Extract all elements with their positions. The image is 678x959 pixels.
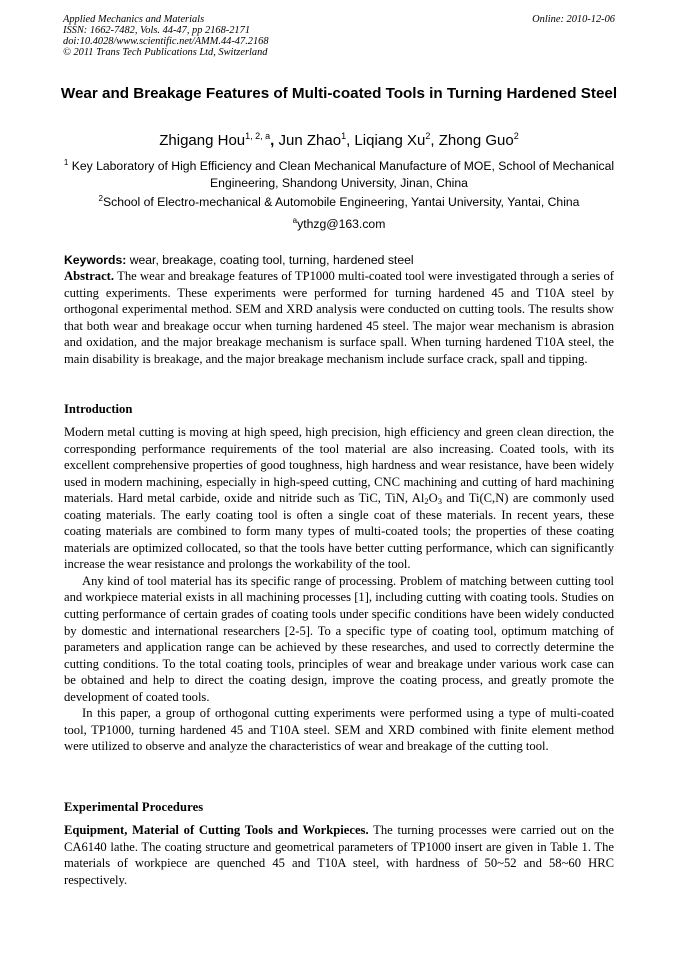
abstract-text: The wear and breakage features of TP1000 multi-coated tool were investigated through a series of cutting experiments. These experiments were performed for turning hardened 45 and T10A steel by orthogonal experimental method. SEM and XRD analysis were conducted on cutting tools. The results show that both wear and breakage occur when turning hardened 45 steel. The major wear mechanism is abrasion and oxidation, and the major breakage mechanism is surface spall. When turning hardened T10A steel, the main disability is breakage, and the major breakage mechanism include surface crack, spall and tipping. — [64, 269, 614, 366]
issn-line: ISSN: 1662-7482, Vols. 44-47, pp 2168-2171 — [63, 25, 251, 36]
abstract — [64, 268, 614, 367]
paragraph: Any kind of tool material has its specific range of processing. Problem of matching between cutting tool and workpiece material exists in all machining processes [1], including cutting with coating tools. Studies on cutting performance of certain grades of coating tools under specific conditions have been widely conducted by domestic and international researchers [2-5]. To a specific type of coating tool, optimum matching of parameters and application range can be achieved by these researches, and used to correctly determine the cutting conditions. To the total coating tools, principles of wear and breakage under various work case can be obtained and help to direct the coating design, improve the coating process, and greatly promote the development of coated tools. — [64, 573, 614, 704]
journal-name: Applied Mechanics and Materials — [63, 14, 205, 25]
author-affiliation-mark: 1, 2, a — [245, 131, 271, 141]
paper-title: Wear and Breakage Features of Multi-coated Tools in Turning Hardened Steel — [60, 85, 618, 102]
section-heading-experimental: Experimental Procedures — [64, 800, 204, 814]
keywords — [64, 252, 614, 268]
author-name: Zhigang Hou — [159, 132, 246, 149]
copyright-line: © 2011 Trans Tech Publications Ltd, Switzerland — [63, 47, 268, 58]
experimental-body — [64, 822, 614, 888]
affiliation-2: $^2$School of Electro-mechanical & Automobile Engineering, Yantai University, Yantai, China — [98, 194, 580, 209]
paragraph: Modern metal cutting is moving at high speed, high precision, high efficiency and green clean direction, the corresponding performance requirements of the tool material are also increasing. Coated tools, with its excellent comprehensive properties of good toughness, high hardness and wear resistance, have been widely used in modern machining, especially in high-speed cutting, CNC machining and cutting of hard machining materials. Hard metal carbide, oxide and nitride such as TiC, TiN, $Al_2O_3$ and Ti(C,N) are commonly used coating materials. The early coating tool is often a single coat of these materials. In recent years, these coating materials are combined to form many types of multi-coated tools; the properties of these coating materials are optimized collocated, so that the tools have better cutting performance, which can significantly increase the wear resistance and prolongs the workability of the tool. — [64, 425, 614, 572]
doi-line: doi:10.4028/www.scientific.net/AMM.44-47.2168 — [63, 36, 269, 47]
paragraph: The turning processes were carried out on the CA6140 lathe. The coating structure and geometrical parameters of TP1000 insert are given in Table 1. The materials of workpiece are quenched 45 and T10A steel, with hardness of 50~52 and 58~60 HRC respectively. — [64, 823, 615, 887]
subsection-label: Equipment, Material of Cutting Tools and Workpieces. — [64, 823, 369, 837]
keywords-label: Keywords: — [64, 253, 127, 267]
author-affiliation-mark: 2 — [513, 131, 519, 141]
author-name: Jun Zhao — [278, 132, 342, 149]
abstract-label: Abstract. — [64, 269, 115, 283]
section-heading-introduction: Introduction — [64, 402, 133, 416]
journal-header — [63, 14, 615, 58]
author-email[interactable]: $^a$ythzg@163.com — [292, 216, 386, 231]
author-affiliation-mark: 1 — [341, 131, 347, 141]
keywords-text: wear, breakage, coating tool, turning, hardened steel — [126, 253, 414, 267]
online-date: Online: 2010-12-06 — [532, 14, 615, 25]
paragraph: In this paper, a group of orthogonal cutting experiments were performed using a type of multi-coated tool, TP1000, turning hardened 45 and T10A steel. SEM and XRD combined with finite element method were utilized to observe and analyze the characteristics of wear and breakage of the cutting tool. — [64, 706, 614, 754]
author-list: Zhigang Hou$^{1, 2, a}$, Jun Zhao$^1$, Liqiang Xu$^2$, Zhong Guo$^2$ — [159, 131, 519, 149]
affiliation-1: $^1$ Key Laboratory of High Efficiency and Clean Mechanical Manufacture of MOE, School of Mechanical Engineering, Shandong University, Jinan, China — [63, 158, 615, 190]
introduction-body — [64, 424, 614, 755]
author-name: Zhong Guo — [438, 132, 514, 149]
author-affiliation-mark: 2 — [425, 131, 431, 141]
author-name: Liqiang Xu — [354, 132, 426, 149]
